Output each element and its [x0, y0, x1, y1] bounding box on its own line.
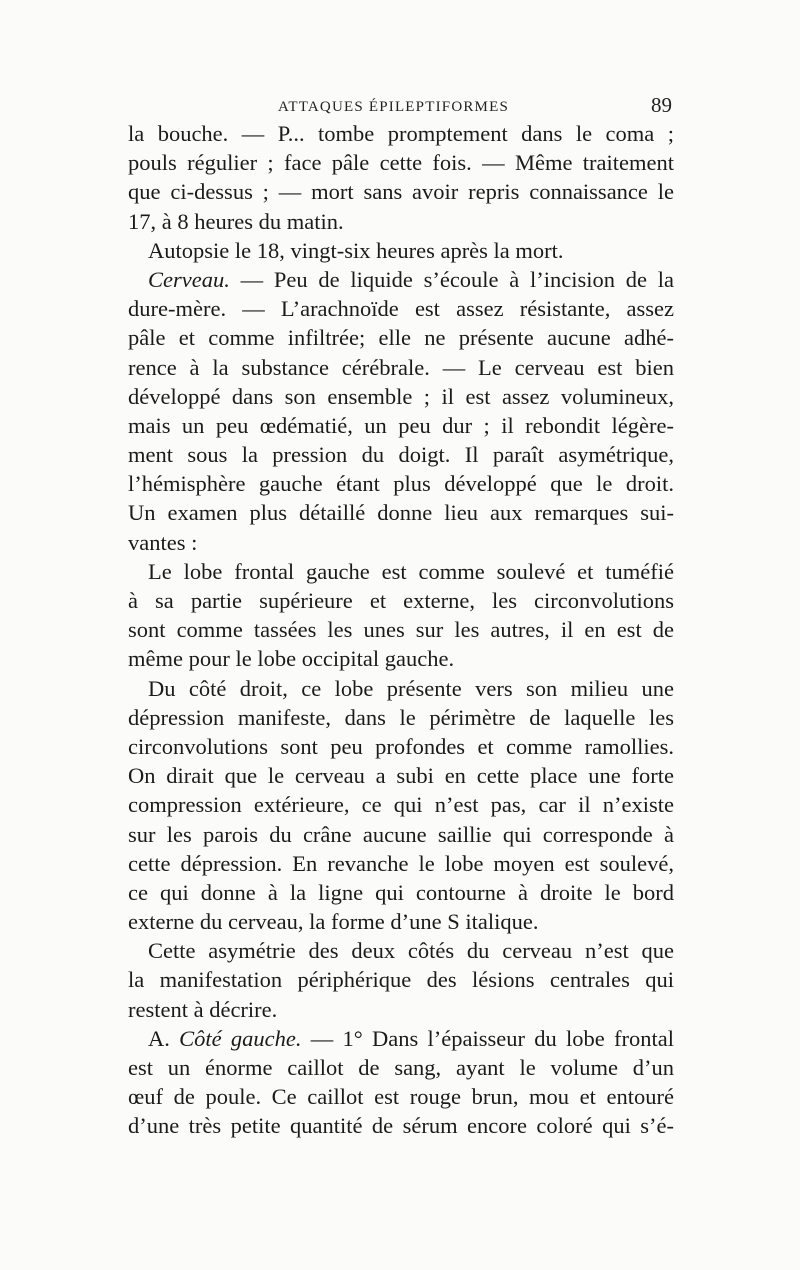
text-line: même pour le lobe occipital gauche.	[128, 646, 455, 672]
text-line: sur les parois du crâne aucune saillie qui corresponde à	[128, 821, 674, 847]
text-line: externe du cerveau, la forme d’une S italique.	[128, 909, 539, 935]
text-line: mais un peu œdématié, un peu dur ; il rebondit légère-	[128, 412, 674, 438]
text-line: ce qui donne à la ligne qui contourne à droite le bord	[128, 879, 674, 905]
text-line: développé dans son ensemble ; il est assez volumineux,	[128, 383, 674, 409]
text-line: d’une très petite quantité de sérum encore coloré qui s’é-	[128, 1113, 674, 1139]
text-line-with-italic	[128, 265, 674, 294]
text-line: 17, à 8 heures du matin.	[128, 208, 344, 234]
text-line: Autopsie le 18, vingt-six heures après la mort.	[148, 237, 564, 263]
text-line-tail: — Peu de liquide s’écoule à l’incision de la	[240, 266, 674, 292]
text-line: œuf de poule. Ce caillot est rouge brun, mou et entouré	[128, 1084, 674, 1110]
text-line: pouls régulier ; face pâle cette fois. — Même traitement	[128, 150, 674, 176]
text-line: ment sous la pression du doigt. Il paraît asymétrique,	[128, 442, 674, 468]
text-line: que ci-dessus ; — mort sans avoir repris connaissance le	[128, 179, 674, 205]
text-line: l’hémisphère gauche étant plus développé que le droit.	[128, 471, 674, 497]
text-line: dure-mère. — L’arachnoïde est assez résistante, assez	[128, 296, 674, 322]
text-line: est un énorme caillot de sang, ayant le volume d’un	[128, 1055, 674, 1080]
text-line: circonvolutions sont peu profondes et comme ramollies.	[128, 733, 674, 759]
page-body	[128, 119, 674, 1141]
text-line: Un examen plus détaillé donne lieu aux remarques sui-	[128, 500, 674, 526]
text-line-with-italic	[128, 1024, 674, 1053]
text-line: à sa partie supérieure et externe, les circonvolutions	[128, 588, 674, 613]
page-number: 89	[651, 93, 672, 117]
text-line: cette dépression. En revanche le lobe moyen est soulevé,	[128, 850, 674, 876]
page-header	[128, 92, 674, 122]
section-label-cote-gauche: Côté gauche.	[179, 1025, 302, 1051]
text-line: sont comme tassées les unes sur les autres, il en est de	[128, 617, 674, 643]
text-line: Cette asymétrie des deux côtés du cerveau n’est que	[148, 938, 674, 964]
text-line: Le lobe frontal gauche est comme soulevé et tuméfié	[148, 558, 674, 584]
text-line: pâle et comme infiltrée; elle ne présente aucune adhé-	[128, 325, 674, 351]
text-line: la manifestation périphérique des lésions centrales qui	[128, 967, 674, 993]
text-line: On dirait que le cerveau a subi en cette place une forte	[128, 763, 674, 789]
text-line: la bouche. — P... tombe promptement dans le coma ;	[128, 121, 674, 146]
section-label-cerveau: Cerveau.	[148, 266, 230, 292]
running-head: ATTAQUES ÉPILEPTIFORMES	[278, 99, 509, 115]
text-line: rence à la substance cérébrale. — Le cerveau est bien	[128, 354, 674, 380]
section-label-a: A.	[148, 1025, 170, 1051]
text-line-tail: — 1° Dans l’épaisseur du lobe frontal	[310, 1025, 674, 1051]
text-line: vantes :	[128, 529, 198, 555]
text-line: restent à décrire.	[128, 996, 278, 1022]
text-line: compression extérieure, ce qui n’est pas, car il n’existe	[128, 792, 674, 818]
text-line: dépression manifeste, dans le périmètre de laquelle les	[128, 704, 674, 730]
text-line: Du côté droit, ce lobe présente vers son milieu une	[148, 675, 674, 701]
